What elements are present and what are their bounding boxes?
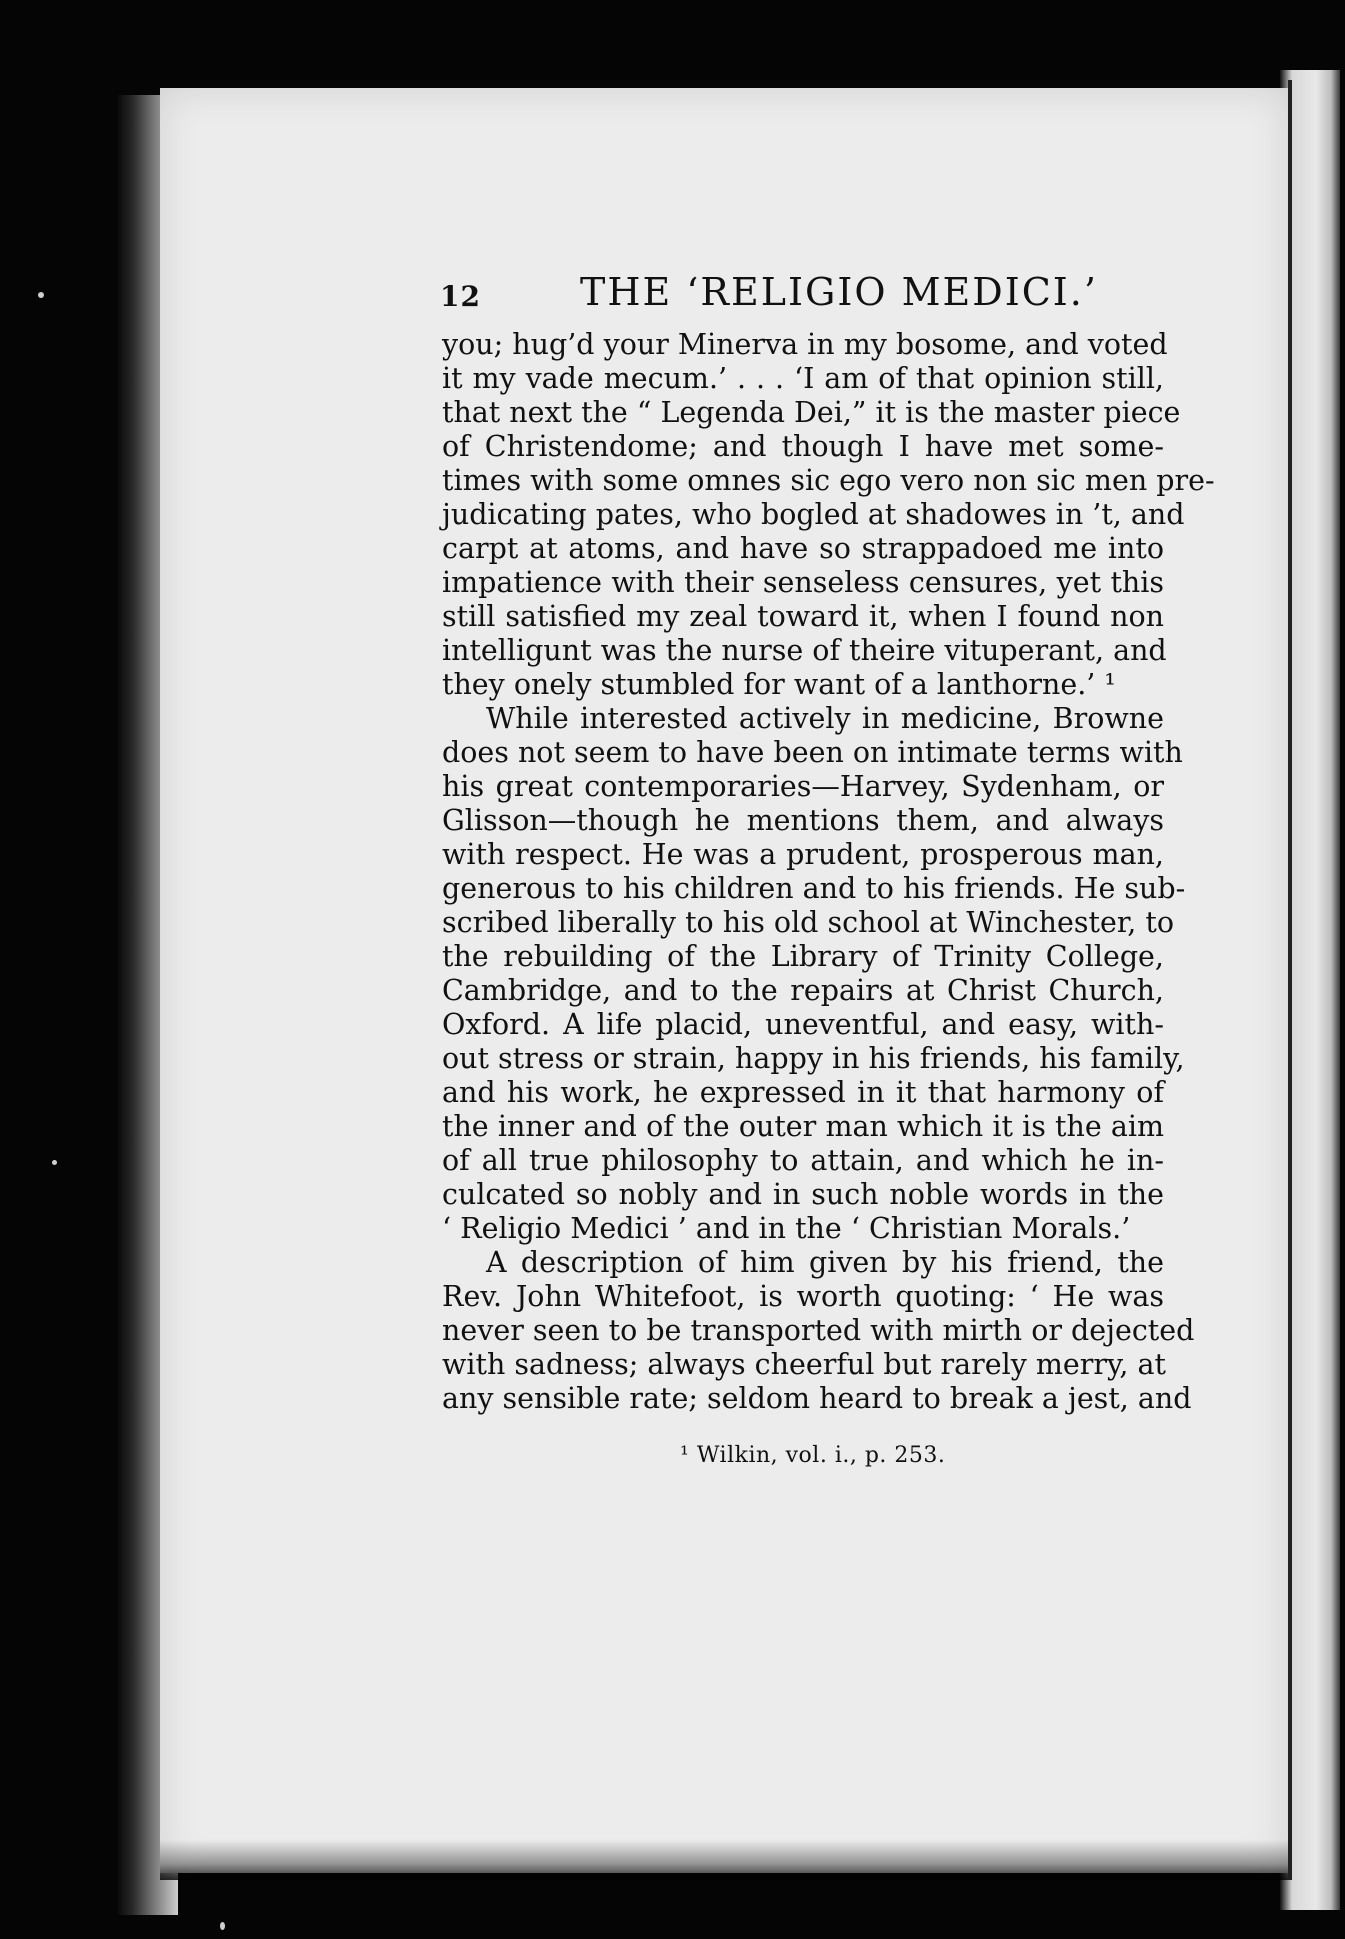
text-line: that next the “ Legenda Dei,” it is the master piece (442, 396, 1181, 429)
text-line: generous to his children and to his friends. He sub- (442, 872, 1186, 905)
text-line: impatience with their senseless censures, yet this (442, 566, 1164, 599)
text-line: any sensible rate; seldom heard to break a jest, and (442, 1382, 1192, 1415)
text-line: does not seem to have been on intimate terms with (442, 736, 1183, 769)
text-line: of all true philosophy to attain, and which he in- (442, 1144, 1164, 1177)
text-line: judicating pates, who bogled at shadowes in ’t, and (442, 498, 1185, 531)
text-line: the inner and of the outer man which it is the aim (442, 1110, 1164, 1143)
text-line: While interested actively in medicine, Browne (486, 702, 1164, 735)
text-line: Glisson—though he mentions them, and always (442, 804, 1164, 837)
text-line: A description of him given by his friend, the (486, 1246, 1164, 1279)
text-line: with respect. He was a prudent, prosperous man, (442, 838, 1164, 871)
text-line: scribed liberally to his old school at Winchester, to (442, 906, 1175, 939)
text-line: Cambridge, and to the repairs at Christ Church, (442, 974, 1164, 1007)
text-line: out stress or strain, happy in his friends, his family, (442, 1042, 1185, 1075)
text-line: you; hug’d your Minerva in my bosome, and voted (442, 328, 1168, 361)
page-header (440, 270, 1230, 330)
text-line: times with some omnes sic ego vero non sic men pre- (442, 464, 1215, 497)
text-line: never seen to be transported with mirth or dejected (442, 1314, 1195, 1347)
text-line: the rebuilding of the Library of Trinity College, (442, 940, 1164, 973)
text-line: carpt at atoms, and have so strappadoed me into (442, 532, 1164, 565)
page-number: 12 (440, 280, 481, 313)
text-line: with sadness; always cheerful but rarely merry, at (442, 1348, 1166, 1381)
text-line: Rev. John Whitefoot, is worth quoting: ‘ He was (442, 1280, 1164, 1313)
text-line: and his work, he expressed in it that harmony of (442, 1076, 1164, 1109)
text-line: Oxford. A life placid, uneventful, and easy, with- (442, 1008, 1164, 1041)
text-line: culcated so nobly and in such noble words in the (442, 1178, 1164, 1211)
scan-speck (38, 292, 44, 298)
text-line: they onely stumbled for want of a lanthorne.’ ¹ (442, 668, 1116, 701)
text-line: intelligunt was the nurse of theire vituperant, and (442, 634, 1167, 667)
body-text (442, 328, 1215, 1416)
page-edge-line (1288, 80, 1292, 1880)
scan-speck (220, 1922, 225, 1930)
text-line: still satisfied my zeal toward it, when I found non (442, 600, 1164, 633)
running-head: THE ‘RELIGIO MEDICI.’ (580, 270, 1098, 314)
scan-speck (52, 1160, 57, 1165)
text-line: his great contemporaries—Harvey, Sydenham, or (442, 770, 1164, 803)
text-line: of Christendome; and though I have met some- (442, 430, 1164, 463)
page-bottom-shadow (160, 1840, 1288, 1880)
footnote: ¹ Wilkin, vol. i., p. 253. (680, 1443, 946, 1468)
text-line: it my vade mecum.’ . . . ‘I am of that opinion still, (442, 362, 1164, 395)
text-line: ‘ Religio Medici ’ and in the ‘ Christian Morals.’ (442, 1212, 1131, 1245)
